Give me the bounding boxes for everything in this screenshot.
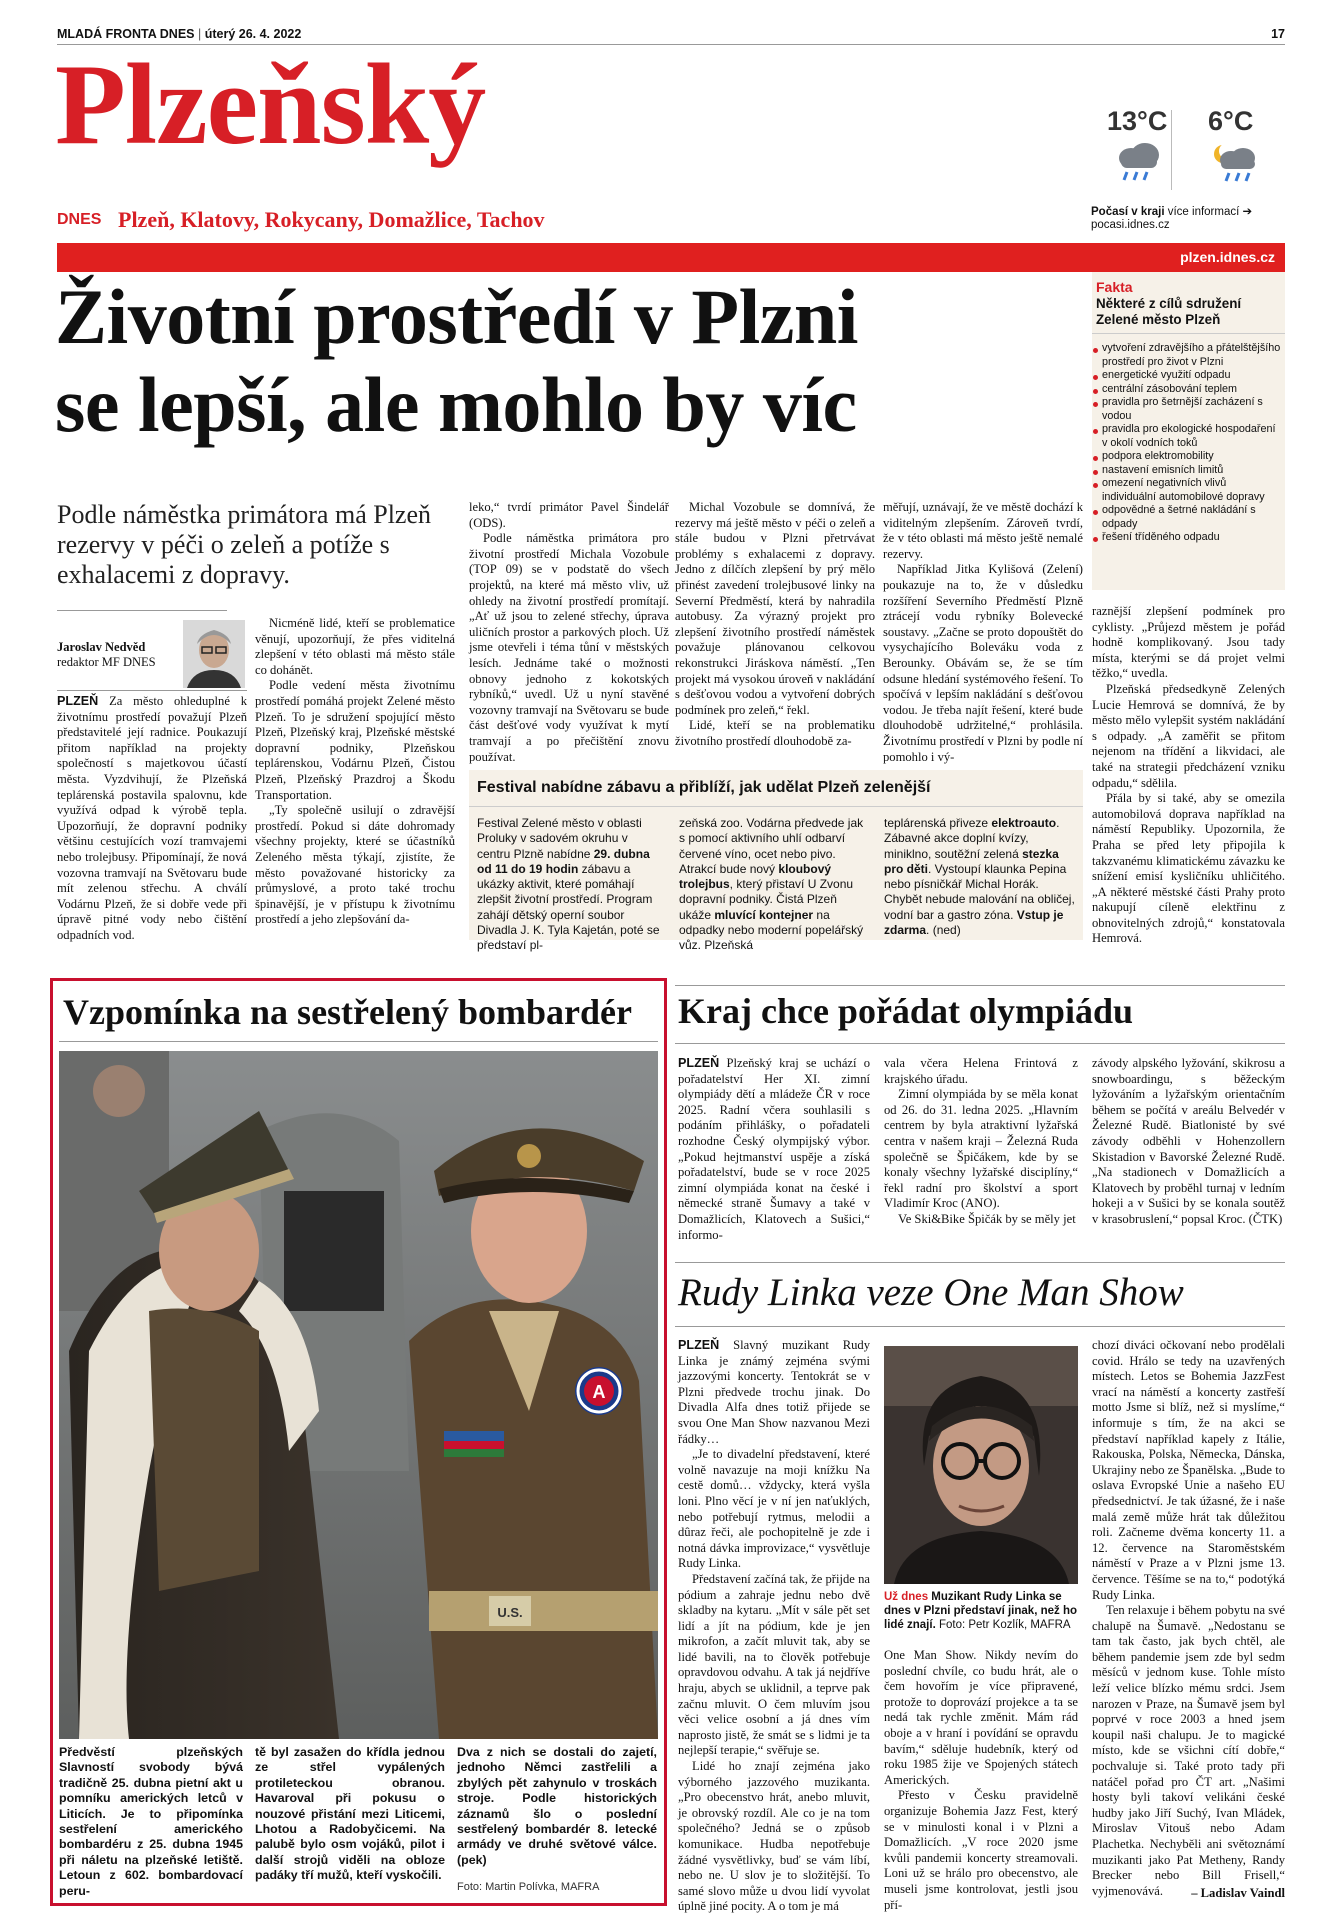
main-headline [55, 273, 1065, 449]
article-paragraph: Přesto v Česku pravidelně organizuje Bohemia Jazz Fest, který se v minulosti konal i v Plzni a Domažlicích. „V roce 2020 jsme kvůli pandemii koncerty streamovali. Loni už se hrálo pro obecenstvo, ale museli jsme kontrolovat, jestli jsou pří- [884, 1788, 1078, 1912]
facts-list [1092, 342, 1282, 545]
linka-signature: – Ladislav Vaindl [1191, 1886, 1285, 1900]
article-location: PLZEŇ [678, 1338, 720, 1352]
regions-list: Plzeň, Klatovy, Rokycany, Domažlice, Tachov [118, 207, 545, 232]
author-divider [57, 690, 247, 691]
belt-buckle-text: U.S. [497, 1605, 523, 1620]
facts-box [1092, 272, 1285, 590]
article-paragraph: Nicméně lidé, kteří se problematice věnují, upozorňují, že přes viditelná zlepšení v této oblasti má město stále co dohánět. [255, 616, 455, 677]
festival-column-2: zeňská zoo. Vodárna předvede jak s pomocí aktivního uhlí odbarví červené víno, ocet nebo pivo. Atrakcí bude nový kloubový trolejbus, který přistaví U Zvonu dopravní podniky. Čistá Plzeň ukáže mluvící kontejner na odpadky nebo moderní popelářský vůz. Plzeňská [679, 816, 864, 953]
article-paragraph: raznější zlepšení podmínek pro cyklisty. „Průjezd městem je pořád hodně komplikovaný. Jsou tady místa, kterými se dá projet velmi těžko,“ uvedla. [1092, 604, 1285, 681]
article-paragraph: „Je to divadelní představení, které volně navazuje na moji knížku Na cestě domů… vždycky, která vyšla loni. Plno věcí je v ní jen naťuklých, nebo potřebují rytmus, melodii a dûraz řeči, ale pochopitelně je zde i notná dávka improvizace,“ vysvětluje Rudy Linka. [678, 1447, 870, 1571]
facts-item: pravidla pro šetrnější zacházení s vodou [1092, 396, 1282, 423]
author-byline [57, 640, 156, 670]
headline-line-1: Životní prostředí v Plzni [55, 273, 858, 360]
weather-temp-night: 6°C [1208, 106, 1254, 136]
article-column-3 [469, 500, 669, 764]
dnes-label: DNES [57, 211, 102, 228]
linka-headline: Rudy Linka veze One Man Show [678, 1271, 1184, 1314]
lead-divider [57, 610, 227, 611]
article-text: Slavný muzikant Rudy Linka je známý zejména svými jazzovými koncerty. Tentokrát se v Plzni předvede trochu jinak. Do Divadla Alfa dnes totiž přijede se svou One Man Show nazvanou Mezi řádky… [678, 1338, 870, 1446]
weather-link[interactable] [1091, 204, 1252, 218]
linka-column-2 [884, 1648, 1078, 1912]
olympics-headline: Kraj chce pořádat olympiádu [678, 991, 1133, 1031]
lead-text: Podle náměstka primátora má Plzeň rezervy v péči o zeleň a potíže s exhalacemi z dopravy. [57, 500, 432, 589]
festival-column-1: Festival Zelené město v oblasti Proluky v sadovém okruhu v centru Plzně nabídne 29. dubna od 11 do 19 hodin zábavu a ukázky aktivit, které pomáhají zlepšit životní prostředí. Program zahájí dětský operní soubor Divadla J. K. Tyla Kajetán, poté se představí pl- [477, 816, 660, 953]
arrow-right-icon: ➔ [1239, 206, 1253, 218]
red-banner [57, 243, 1285, 272]
author-name: Jaroslav Nedvěd [57, 640, 146, 654]
article-paragraph: „Ty společně usilují o zdravější prostředí. Pokud si dáte dohromady všechny projekty, které se účastníků Zeleného města týkají, zjistíte, že město považované historicky za průmyslové, a proto také trochu špinavější, je v přístupu k životnímu prostředí a jeho zlepšování da- [255, 803, 455, 927]
page-number: 17 [1271, 27, 1285, 41]
bomber-divider [59, 1041, 658, 1042]
article-paragraph: Ten relaxuje i během pobytu na své chalupě na Šumavě. „Nedostanu se tam tak často, jak bych chtěl, ale během pandemie jsem zde byl sedm měsíců v jednom kuse. Tohle místo leží velice blízko mému srdci. Jsem narozen v Praze, na Šumavě jsem byl poprvé v roce 2003 a hned jsem koupil naši chalupu. Je to magické místo, kde se všichni cítí dobře,“ pochvaluje si. Také proto tady při natáčel pořad pro ČT art. „Našimi hosty byli takoví velikáni české hudby jako Jiří Suchý, Ivan Mládek, Miroslav Vitouš nebo Adam Plachetka. Nechyběli ani světoznámí muzikanti jako Pat Metheny, Randy Brecker nebo Bill Frisell,“ vyjmenovává. [1092, 1603, 1285, 1898]
bomber-headline: Vzpomínka na sestřelený bombardér [63, 992, 632, 1032]
facts-item: podpora elektromobility [1092, 450, 1282, 464]
article-column-2 [255, 616, 455, 926]
facts-label: Fakta [1096, 279, 1133, 295]
facts-item: nastavení emisních limitů [1092, 464, 1282, 478]
article-text: Plzeňský kraj se uchází o pořadatelství Her XI. zimní olympiády dětí a mládeže ČR v roce 2025. Radní včera souhlasili s podáním přihlášky, o pořadateli rozhodne Český olympijský výbor. „Pokud hejtmanství uspěje a získá pořadatelství, bude se v roce 2025 zimní olympiáda konat na české i německé straně Šumavy a také v Domažlicích, Klatovech a Sušici,“ informo- [678, 1056, 870, 1242]
olympics-top-divider [675, 985, 1285, 986]
weather-more: více informací [1167, 206, 1240, 218]
olympics-divider [675, 1043, 1285, 1044]
article-column-1 [57, 694, 247, 942]
rudy-linka-photo [884, 1346, 1078, 1584]
article-paragraph: One Man Show. Nikdy nevím do poslední chvíle, co budu hrát, ale o čem hovořím je více připravené, protože to doprovází projekce a ta se nedá tak rychle změnit. Mám rád oboje a v hraní i povídání se opravdu bavím,“ sděluje hudebník, který od roku 1985 žije ve Spojených státech Amerických. [884, 1648, 1078, 1787]
author-photo [183, 620, 245, 688]
author-role: redaktor MF DNES [57, 655, 156, 669]
facts-divider [1092, 333, 1285, 334]
weather-url[interactable]: pocasi.idnes.cz [1091, 219, 1170, 231]
headline-line-2: se lepší, ale mohlo by víc [55, 361, 857, 448]
olympics-column-3 [1092, 1056, 1285, 1228]
article-text: Za město ohleduplné k životnímu prostředí považují Plzeň představitelé její radnice. Poukazují přitom například na projekty společností s majetkovou účastí města. Vyzdvihují, že Plzeňská teplárenská postavila spalovnu, kde využívá odpad k výrobě tepla. Upozorňují, že dopravní podniky většinu cestujících vozí tramvajemi nebo trolejbusy. Připomínají, že nová vozovna tramvají na Světovaru bude mít zelenou střechu. A chválí Vodárnu Plzeň, že si dobře vede při úpravě pitné vody nebo čištění odpadních vod. [57, 694, 247, 942]
facts-item: řešení tříděného odpadu [1092, 531, 1282, 545]
article-column-4 [675, 500, 875, 758]
article-paragraph: Představení začíná tak, že přijde na pódium a zahraje jednu nebo dvě skladby na kytaru. „Mít v sále pět set lidí a jít na pódium, kde je jen mikrofon, a začít mluvit tak, aby se lidé bavili, na to člověk potřebuje opravdovou odvahu. A tak já nejdříve hraju, abych se uklidnil, a teprve pak začnu mluvit. O čem mluvím jsou věci velice osobní a já dnes vím naprosto jistě, že smát se s lidmi je ta nejlepší terapie,“ svěřuje se. [678, 1571, 870, 1758]
website-link[interactable]: plzen.idnes.cz [1180, 249, 1275, 265]
weather-label: Počasí v kraji [1091, 206, 1165, 218]
facts-item: odpovědné a šetrné nakládání s odpady [1092, 504, 1282, 531]
bomber-caption-3: Dva z nich se dostali do zajetí, jednoho Němci zastřelili a zbylých pět zahynulo v troskách stroje. Podle historických záznamů šlo o poslední sestřelený bombardér 8. letecké armády ve druhé světové válce. (pek) [457, 1745, 657, 1867]
article-paragraph: Michal Vozobule se domnívá, že rezervy má ještě město v péči o zeleň a stále budou v Plzni přetrvávat problémy s exhalacemi z dopravy. Jedno z dílčích zlepšení by prý mělo přinést zavedení trolejbusové linky na Severní Předměstí, která by nahradila autobusy. Za výrazný projekt pro zlepšení životního prostředí náměstek považuje plánovanou celkovou rekonstrukci Jiráskova náměstí. „Ten projekt má vysokou úroveň v nakládání s dešťovou vodou a vytvoření dobrých podmínek pro zeleň,“ řekl. [675, 500, 875, 717]
article-paragraph: měřují, uznávají, že ve městě dochází k viditelným zlepšením. Zároveň tvrdí, že v této oblasti má město ještě nemalé rezervy. [883, 500, 1083, 561]
facts-item: energetické využití odpadu [1092, 369, 1282, 383]
linka-divider [675, 1326, 1285, 1327]
issue-date: úterý 26. 4. 2022 [204, 27, 302, 41]
article-location: PLZEŇ [678, 1056, 720, 1070]
regions-bar [57, 211, 101, 229]
article-paragraph: Zimní olympiáda by se měla konat od 26. do 31. ledna 2025. „Hlavním centrem by byla atraktivní lyžařská centra v našem kraji – Železná Ruda společně se Špičákem, kde by se konaly všechny lyžařské disciplíny,“ řekl radní pro školství a sport Vladimír Kroc (ANO). [884, 1087, 1078, 1211]
article-paragraph: vala včera Helena Frintová z krajského úřadu. [884, 1056, 1078, 1086]
olympics-column-1 [678, 1056, 870, 1242]
festival-column-3: teplárenská přiveze elektroauto. Zábavné akce doplní kvízy, miniklno, soutěžní zelená stezka pro děti. Vystoupí klaunka Pepina nebo písničkář Michal Horák. Chybět nebude malování na obličej, vodní bar a gastro zóna. Vstup je zdarma. (ned) [884, 816, 1075, 938]
article-paragraph: Přála by si také, aby se omezila automobilová doprava například na náměstí Republiky. Upozornila, že Praha se před lety připojila k takzvanému klimatickému závazku ke snížení emisí kysličníku uhličitého. „A některé městské části Prahy proto nakupují cíleně elektřinu z obnovitelných zdrojů,“ konstatovala Hemrová. [1092, 791, 1285, 946]
army-patch-letter: A [592, 1382, 606, 1402]
article-paragraph: Lidé, kteří se na problematiku životního prostředí dlouhodobě za- [675, 718, 875, 748]
weather-divider [1171, 110, 1172, 190]
rain-cloud-icon [1115, 142, 1163, 184]
article-paragraph: Podle vedení města životnímu prostředí pomáhá projekt Zelené město Plzeň. To je sdružení spojující město Plzeň, Plzeňský kraj, Plzeňské městské dopravní podniky, Plzeňskou teplárenskou, Vodárnu Plzeň, Čistou Plzeň, Plzeňský Prazdroj a Škodu Transportation. [255, 678, 455, 802]
moon-rain-cloud-icon [1209, 142, 1259, 184]
bomber-box [50, 978, 667, 1906]
photo-credit: Foto: Petr Kozlík, MAFRA [935, 1619, 1071, 1631]
weather-widget [1091, 106, 1296, 236]
olympics-column-2 [884, 1056, 1078, 1228]
bomber-caption-1: Předvěstí plzeňských Slavností svobody bývá tradičně 25. dubna pietní akt u pomníku amerických letců v Liticích. Je to připomínka sestřelení amerického bombardéru z 25. dubna 1945 při náletu na plzeňské letiště. Letoun z 602. bombardovací peru- [59, 1745, 243, 1898]
photo-caption-label: Už dnes [884, 1591, 929, 1603]
facts-item: centrální zásobování teplem [1092, 383, 1282, 397]
article-paragraph: Podle náměstka primátora pro životní prostředí Michala Vozobule (TOP 09) se v podstatě do všech projektů, na které má město vliv, už ohledy na životní prostředí promítají. „Ať už jsou to zelené střechy, úprava uličních prostor a parkových ploch. Už jsme otevřeli i téma tůní v městských lesích. Jednáme také o možnosti obnovy jednoho z kokotských rybníků,“ uvedl. Už u nyní stavěné vozovny tramvají na Světovaru se bude část dešťové vody využívat k mytí tramvají a po přečištění znovu používat. [469, 531, 669, 764]
facts-title: Některé z cílů sdružení Zelené město Plzeň [1096, 296, 1242, 327]
linka-photo-caption [884, 1590, 1078, 1632]
festival-box [469, 770, 1083, 953]
weather-temp-day: 13°C [1107, 106, 1168, 136]
article-paragraph: závody alpského lyžování, skikrosu a snowboardingu, s běžeckým lyžováním a lyžařským orientačním během se počítá v areálu Belvedér v Železné Rudě. Biatlonisté by své závody odběhli v Hohenzollern Skistadion v Bavorské Železné Rudě. „Na stadionech v Domažlicích a Klatovech by proběhl turnaj v ledním hokeji a v Sušici by se konala soutěž v krasobruslení,“ popsal Kroc. (ČTK) [1092, 1056, 1285, 1226]
linka-column-1 [678, 1338, 870, 1914]
article-paragraph: Lidé ho znají zejména jako výborného jazzového muzikanta. „Pro obecenstvo hrát, anebo mluvit, je obrovský rozdíl. Ale co je na tom společného? Jedná se o způsob komunikace. Hudba nepotřebuje žádné vysvětlivky, buď se vám líbí, nebo ne. U slov je to složitější. To samé slovo může u dvou lidí vyvolat úplně jiné pocity. A o tom je má [678, 1759, 870, 1914]
festival-title: Festival nabídne zábavu a přiblíží, jak udělat Plzeň zelenější [477, 779, 931, 796]
facts-item: pravidla pro ekologické hospodaření v okolí vodních toků [1092, 423, 1282, 450]
facts-item: vytvoření zdravějšího a přátelštějšího prostředí pro život v Plzni [1092, 342, 1282, 369]
festival-divider [469, 806, 1083, 807]
newspaper-name: MLADÁ FRONTA DNES [57, 27, 195, 41]
article-paragraph: Ve Ski&Bike Špičák by se měly jet [898, 1211, 1076, 1226]
article-paragraph: Plzeňská předsedkyně Zelených Lucie Hemrová se domnívá, že by město mělo vylepšit systém nakládání s odpady. „A zaměřit se přitom nejenom na třídění a likvidaci, ale také na strategii předcházení vzniku odpadu,“ sdělila. [1092, 681, 1285, 790]
article-column-5 [883, 500, 1083, 764]
bomber-memorial-photo [59, 1051, 658, 1739]
article-location: PLZEŇ [57, 694, 99, 708]
facts-item: omezení negativních vlivů individuální automobilové dopravy [1092, 477, 1282, 504]
article-paragraph: leko,“ tvrdí primátor Pavel Šindelář (ODS). [469, 500, 669, 530]
masthead-title: Plzeňský [55, 41, 486, 169]
article-paragraph: chozí diváci očkovaní nebo prodělali covid. Hrálo se tedy na uzavřených místech. Letos se Bohemia JazzFest vrací na náměstí a koncerty zastřeší motto Jsme si blíž, než si myslíme,“ informuje s tím, že na akci se představí například kapely z Itálie, Rakouska, Polska, Německa, Dánska, Ukrajiny nebo ze Španělska. „Bude to oslava Evropské Unie a našeho EU předsednictví. Je tak úžasné, že i naše malá země může hrát tak důležitou roli. Začneme dvěma koncerty 11. a 12. července na Staroměstském náměstí v Praze a v Plzni jsme 13. července. Těšíme se na to,“ podotýká Rudy Linka. [1092, 1338, 1285, 1602]
article-column-6 [1092, 604, 1285, 946]
top-bar: MLADÁ FRONTA DNES | úterý 26. 4. 2022 17 [57, 27, 1285, 41]
bomber-photo-credit: Foto: Martin Polívka, MAFRA [457, 1881, 600, 1893]
linka-top-divider [675, 1262, 1285, 1263]
photo-caption-text: Muzikant Rudy Linka se dnes v Plzni představí jinak, než ho lidé znají. [884, 1591, 1077, 1631]
article-paragraph: Například Jitka Kylišová (Zelení) poukazuje na to, že v důsledku rozšíření Severního Předměstí Plzně ztrácejí vodu rybníky Bolevecké soustavy. „Začne se proto dopouštět do vysychajícího Boleváku voda z Berounky. Obávám se, že se tím odsune hledání systémového řešení. To spočívá v lepším nakládání s dešťovou vodou. Je třeba najít řešení, které bude dlouhodobě udržitelné,“ prohlásila. Životnímu prostředí v Plzni by podle ní pomohlo i vý- [883, 562, 1083, 764]
bomber-caption-2: tě byl zasažen do křídla jednou ze střel vypálených protileteckou obranou. Havaroval při pokusu o nouzové přistání mezi Liticemi, Lhotou a Radobyčicemi. Na palubě bylo osm vojáků, pilot i další strojů viděli na obloze padáky tří mužů, kteří vyskočili. [255, 1745, 445, 1883]
